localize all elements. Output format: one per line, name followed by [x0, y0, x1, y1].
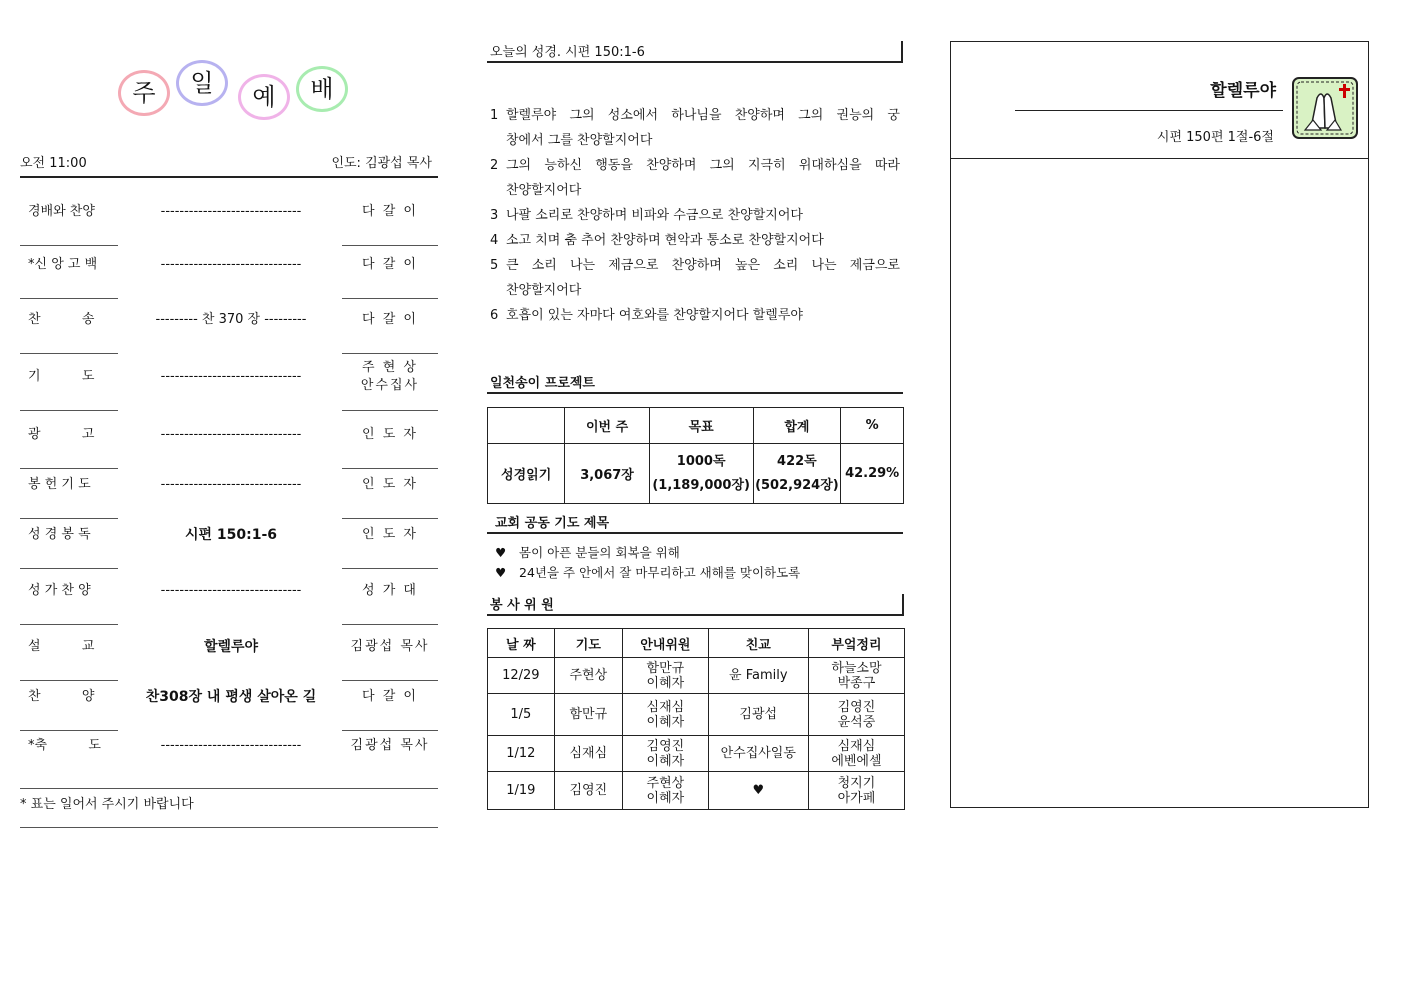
worship-item-leader: 김광섭 목사: [350, 738, 430, 753]
worship-item: [20, 571, 438, 611]
divider: [342, 298, 438, 299]
bible-goal-count: 1000독: [676, 453, 726, 469]
worship-item-label: *축 도: [28, 738, 101, 753]
worship-item: [20, 357, 438, 397]
duty-usher-name: 이혜자: [646, 753, 685, 769]
verse-number: [490, 278, 506, 303]
divider: [342, 353, 438, 354]
sermon-subtitle: 시편 150편 1절-6절: [1156, 130, 1274, 145]
worship-item: [20, 677, 438, 717]
duty-kitchen-name: 박종구: [837, 675, 876, 691]
prayer-item: [495, 543, 800, 563]
duty-fellowship: 김광섭: [708, 694, 808, 736]
worship-item-leader: 다 갈 이: [362, 312, 418, 327]
bible-project-table: [487, 407, 904, 504]
divider: [342, 624, 438, 625]
duty-header-kitchen: 부엌정리: [808, 629, 904, 658]
duty-kitchen: [808, 694, 904, 736]
worship-item-label: 성 가 찬 양: [28, 583, 91, 598]
worship-item: [20, 465, 438, 505]
praying-hands-icon: [1291, 76, 1359, 140]
worship-item-leader-title: 안수집사: [360, 378, 420, 393]
worship-title: [110, 60, 360, 130]
prayer-heading: [487, 512, 903, 534]
service-time: 오전 11:00: [20, 156, 87, 171]
verse-line: [490, 303, 900, 328]
duty-usher-name: 심재심: [646, 699, 685, 715]
bible-total-count: 422독: [777, 453, 817, 469]
verse-text: 그의 능하신 행동을 찬양하며 그의 지극히 위대하심을 따라: [506, 158, 900, 173]
duty-header-usher: 안내위원: [623, 629, 709, 658]
duty-header-date: 날 짜: [488, 629, 555, 658]
worship-item-detail: ------------------------------: [160, 369, 302, 384]
divider: [20, 624, 118, 625]
worship-item-leader: 다 갈 이: [362, 689, 418, 704]
worship-item: [20, 515, 438, 555]
bible-percent: 42.29%: [841, 444, 904, 504]
worship-item-detail: 찬308장 내 평생 살아온 길: [145, 689, 317, 705]
divider: [342, 410, 438, 411]
worship-item-detail: ------------------------------: [160, 427, 302, 442]
worship-item-leader: 인 도 자: [362, 427, 418, 442]
worship-item-detail: ------------------------------: [160, 583, 302, 598]
worship-item-leader: [342, 359, 438, 399]
duty-kitchen-name: 에벤에셀: [831, 753, 882, 769]
verse-line: [490, 253, 900, 278]
duty-usher: [623, 736, 709, 772]
verse-line: [490, 128, 900, 153]
worship-item-leader: 김광섭 목사: [350, 639, 430, 654]
duty-usher-name: 이혜자: [646, 790, 685, 806]
duty-usher: [623, 772, 709, 810]
verse-number: 4: [490, 233, 499, 248]
title-char-3: 예: [238, 74, 290, 120]
worship-item-leader: 다 갈 이: [362, 257, 418, 272]
duty-usher-name: 이혜자: [646, 675, 685, 691]
verse-number: [490, 128, 506, 153]
scripture-heading-text: 오늘의 성경. 시편 150:1-6: [490, 45, 645, 60]
worship-item-detail: 시편 150:1-6: [184, 527, 278, 543]
duty-header-prayer: 기도: [554, 629, 622, 658]
worship-item-detail: ------------------------------: [160, 204, 302, 219]
worship-item-label: 광 고: [28, 427, 95, 442]
table-row: [488, 694, 905, 736]
scripture-verses: [490, 103, 900, 328]
duty-usher-name: 주현상: [646, 775, 685, 791]
worship-item: [20, 192, 438, 232]
duty-date: 1/12: [488, 736, 555, 772]
duty-usher-name: 김영진: [646, 738, 685, 754]
worship-item-label: 찬 양: [28, 689, 95, 704]
bible-goal-pages: (1,189,000장): [652, 477, 750, 493]
worship-item-detail: ------------------------------: [160, 477, 302, 492]
verse-line: [490, 203, 900, 228]
duty-kitchen-name: 청지기: [837, 775, 876, 791]
table-row: [488, 658, 905, 694]
bible-header-empty: [488, 408, 565, 444]
worship-item-leader: 성 가 대: [362, 583, 418, 598]
verse-text: 소고 치며 춤 추어 찬양하며 현악과 통소로 찬양할지어다: [506, 233, 824, 248]
worship-item-leader-name: 주 현 상: [362, 360, 418, 375]
verse-number: 2: [490, 158, 499, 173]
table-row: [488, 736, 905, 772]
verse-number: 5: [490, 258, 499, 273]
verse-line: [490, 178, 900, 203]
verse-number: 3: [490, 208, 499, 223]
duty-usher: [623, 694, 709, 736]
scripture-heading: [487, 41, 903, 63]
verse-line: [490, 228, 900, 253]
sermon-panel-header: [951, 42, 1368, 159]
verse-number: [490, 178, 506, 203]
bible-this-week: 3,067장: [565, 444, 650, 504]
bible-project-heading-text: 일천송이 프로젝트: [490, 376, 595, 391]
verse-text: 창에서 그를 찬양할지어다: [506, 133, 653, 148]
verse-number: 1: [490, 108, 499, 123]
duty-kitchen-name: 아가페: [837, 790, 876, 806]
worship-item-label: 성 경 봉 독: [28, 527, 91, 542]
divider: [342, 568, 438, 569]
verse-text: 할렐루야 그의 성소에서 하나님을 찬양하며 그의 권능의 궁: [506, 108, 900, 123]
title-char-2: 일: [176, 60, 228, 106]
bible-total-pages: (502,924장): [755, 477, 839, 493]
standing-note-text: * 표는 일어서 주시기 바랍니다: [20, 797, 194, 812]
duty-kitchen: [808, 658, 904, 694]
verse-text: 찬양할지어다: [506, 183, 582, 198]
worship-item: [20, 415, 438, 455]
prayer-heading-text: 교회 공동 기도 제목: [495, 516, 610, 531]
verse-text: 호흡이 있는 자마다 여호와를 찬양할지어다 할렐루야: [506, 308, 803, 323]
worship-item-label: 설 교: [28, 639, 95, 654]
worship-item-label: 찬 송: [28, 312, 95, 327]
standing-note: [20, 788, 438, 828]
verse-number: 6: [490, 308, 499, 323]
time-leader-line: [20, 152, 438, 178]
worship-item-detail: 할렐루야: [203, 639, 259, 655]
title-char-1: 주: [118, 70, 170, 116]
bible-row-label: 성경읽기: [488, 444, 565, 504]
worship-item-detail: --------- 찬 370 장 ---------: [155, 312, 307, 327]
table-row: [488, 772, 905, 810]
bible-header-percent: %: [841, 408, 904, 444]
bible-goal: [649, 444, 753, 504]
verse-text: 나팔 소리로 찬양하며 비파와 수금으로 찬양할지어다: [506, 208, 803, 223]
bible-header-goal: 목표: [649, 408, 753, 444]
divider: [20, 298, 118, 299]
duty-kitchen: [808, 772, 904, 810]
worship-item-leader: 다 갈 이: [362, 204, 418, 219]
worship-item-label: 기 도: [28, 369, 95, 384]
duty-fellowship: 안수집사일동: [708, 736, 808, 772]
verse-text: 큰 소리 나는 제금으로 찬양하며 높은 소리 나는 제금으로: [506, 258, 900, 273]
prayer-item: [495, 563, 800, 583]
duty-kitchen: [808, 736, 904, 772]
duty-kitchen-name: 김영진: [837, 699, 876, 715]
duty-kitchen-name: 하늘소망: [831, 660, 882, 676]
prayer-list: [495, 543, 800, 583]
sermon-title: 할렐루야: [1210, 81, 1276, 101]
duty-prayer: 심재심: [554, 736, 622, 772]
worship-item: [20, 300, 438, 340]
worship-item-leader: 인 도 자: [362, 527, 418, 542]
service-heading: [487, 594, 904, 616]
worship-item-detail: ------------------------------: [160, 257, 302, 272]
sermon-panel: [950, 41, 1369, 808]
duty-kitchen-name: 심재심: [837, 738, 876, 754]
duty-header-fellowship: 친교: [708, 629, 808, 658]
divider: [20, 568, 118, 569]
bible-project-heading: [487, 372, 903, 394]
prayer-item-text: 몸이 아픈 분들의 회복을 위해: [519, 545, 680, 560]
worship-item-label: *신 앙 고 백: [28, 257, 98, 272]
bible-total: [753, 444, 841, 504]
verse-line: [490, 153, 900, 178]
worship-item-leader: 인 도 자: [362, 477, 418, 492]
worship-item: [20, 245, 438, 285]
heart-icon: ♥: [495, 565, 507, 580]
service-table-body: [488, 658, 905, 810]
verse-text: 찬양할지어다: [506, 283, 582, 298]
prayer-item-text: 24년을 주 안에서 잘 마무리하고 새해를 맞이하도록: [519, 565, 801, 580]
duty-usher: [623, 658, 709, 694]
verse-line: [490, 278, 900, 303]
divider: [20, 353, 118, 354]
duty-prayer: 함만규: [554, 694, 622, 736]
duty-fellowship: 윤 Family: [708, 658, 808, 694]
duty-fellowship: ♥: [708, 772, 808, 810]
service-table: [487, 628, 905, 810]
duty-date: 1/5: [488, 694, 555, 736]
worship-item-detail: ------------------------------: [160, 738, 302, 753]
heart-icon: ♥: [495, 545, 507, 560]
title-char-4: 배: [296, 66, 348, 112]
duty-date: 12/29: [488, 658, 555, 694]
verse-line: [490, 103, 900, 128]
worship-item-label: 경배와 찬양: [28, 204, 95, 219]
service-leader: 인도: 김광섭 목사: [331, 156, 432, 171]
worship-item-label: 봉 헌 기 도: [28, 477, 91, 492]
service-heading-text: 봉 사 위 원: [490, 598, 554, 613]
worship-item: [20, 726, 438, 766]
divider: [20, 410, 118, 411]
duty-date: 1/19: [488, 772, 555, 810]
bible-header-week: 이번 주: [565, 408, 650, 444]
sermon-divider: [1015, 110, 1283, 111]
duty-prayer: 주현상: [554, 658, 622, 694]
duty-usher-name: 함만규: [646, 660, 685, 676]
duty-prayer: 김영진: [554, 772, 622, 810]
bible-header-total: 합계: [753, 408, 841, 444]
duty-usher-name: 이혜자: [646, 714, 685, 730]
worship-item: [20, 627, 438, 667]
duty-kitchen-name: 윤석중: [837, 714, 876, 730]
